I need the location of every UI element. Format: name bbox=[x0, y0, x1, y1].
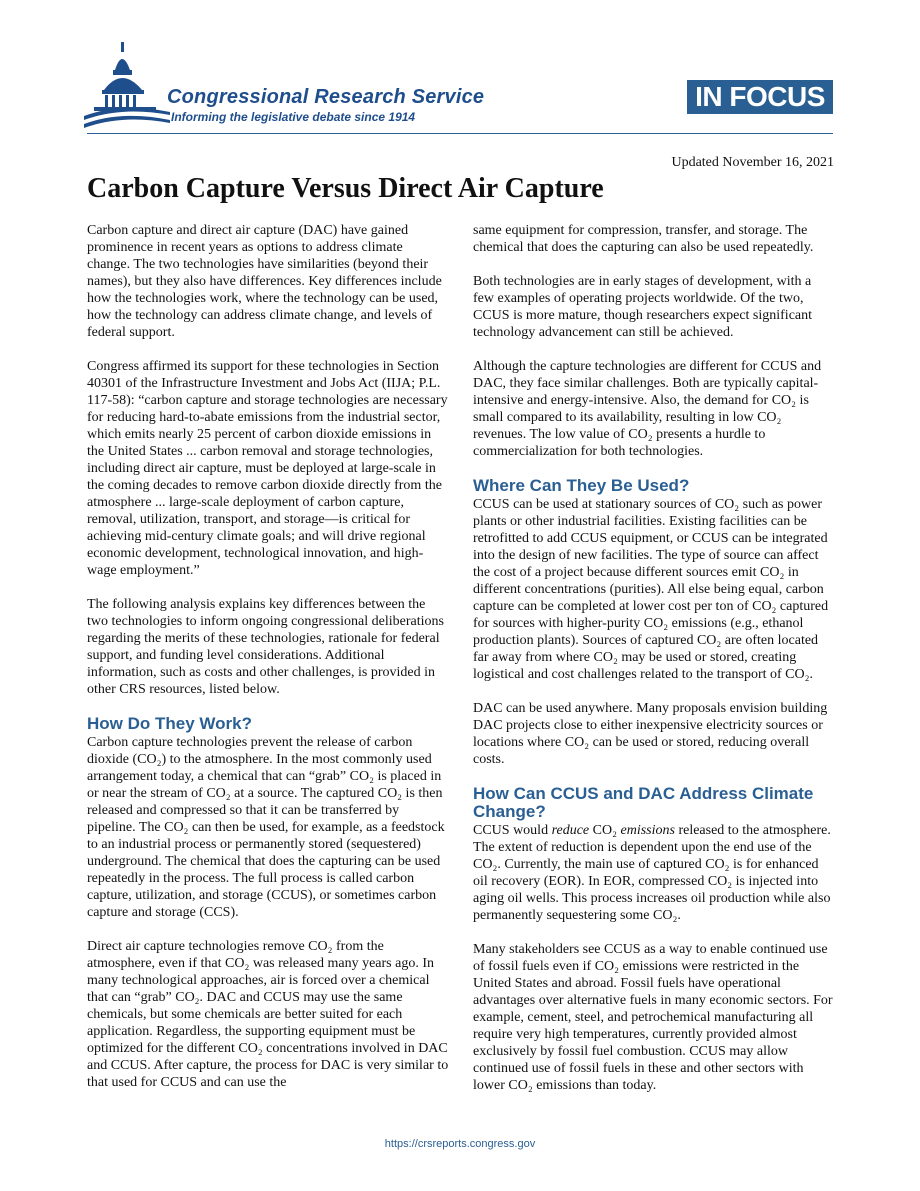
paragraph: Many stakeholders see CCUS as a way to enable continued use of fossil fuels even if CO₂ emissions were restricted in the United States and abroad. Fossil fuels have operational advantages over alternative fuels in many economic sectors. For example, cement, steel, and petrochemical manufacturing all require very high temperatures, currently provided almost exclusively by fossil fuel combustion. CCUS may allow continued use of fossil fuels in these and other sectors with lower CO₂ emissions than today. bbox=[473, 942, 833, 1093]
text-run: released to the atmosphere. The extent of reduction is dependent upon the end use of the CO₂. Currently, the main use of captured CO₂ is for enhanced oil recovery (EOR). In EOR, compressed CO₂ is injected into aging oil wells. This process increases oil production while also permanently sequestering some CO₂. bbox=[473, 823, 831, 923]
footer-url[interactable]: https://crsreports.congress.gov bbox=[384, 1138, 536, 1150]
text-run: CO₂ bbox=[589, 823, 621, 838]
paragraph: Carbon capture technologies prevent the release of carbon dioxide (CO₂) to the atmosphere. In the most commonly used arrangement today, a chemical that can “grab” CO₂ is placed in or near the stream of CO₂ at a source. The captured CO₂ is then released and compressed so that it can be transferred by pipeline. The CO₂ can then be used, for example, as a feedstock to an industrial process or permanently stored (sequestered) underground. The chemical that does the capturing can be used repeatedly in the process. The full process is called carbon capture, utilization, and storage (CCUS), or sometimes carbon capture and storage (CCS). bbox=[87, 735, 445, 920]
header bbox=[0, 0, 920, 140]
text-run: CCUS would bbox=[473, 823, 552, 838]
page-title: Carbon Capture Versus Direct Air Capture bbox=[87, 173, 604, 204]
section-heading: How Do They Work? bbox=[87, 714, 252, 733]
paragraph: Congress affirmed its support for these technologies in Section 40301 of the Infrastructure Investment and Jobs Act (IIJA; P.L. 117-58): “carbon capture and storage technologies are necessary for reducing hard-to-abate emissions from the industrial sector, which emits nearly 25 percent of carbon dioxide emissions in the United States ... carbon removal and storage technologies, including direct air capture, must be deployed at large-scale in the coming decades to remove carbon dioxide directly from the atmosphere ... large-scale deployment of carbon capture, removal, utilization, transport, and storage—is critical for achieving mid-century climate goals; and will drive regional economic development, technological innovation, and high-wage employment.” bbox=[87, 359, 448, 578]
right-column bbox=[473, 222, 835, 1111]
paragraph: same equipment for compression, transfer, and storage. The chemical that does the capturing can also be used repeatedly. bbox=[473, 223, 814, 255]
paragraph: The following analysis explains key differences between the two technologies to inform ongoing congressional deliberations regarding the merits of these technologies, rationale for federal support, and funding level considerations. Additional information, such as costs and other challenges, is provided in other CRS resources, listed below. bbox=[87, 597, 444, 697]
paragraph: Both technologies are in early stages of development, with a few examples of operating projects worldwide. Of the two, CCUS is more mature, though researchers expect significant technology advancement can still be achieved. bbox=[473, 274, 813, 340]
capitol-dome-logo-icon bbox=[82, 40, 174, 128]
org-tagline: Informing the legislative debate since 1914 bbox=[171, 110, 416, 124]
paragraph: DAC can be used anywhere. Many proposals envision building DAC projects close to either inexpensive electricity sources or locations where CO₂ can be used or stored, reducing overall costs. bbox=[473, 701, 828, 767]
paragraph: Direct air capture technologies remove CO₂ from the atmosphere, even if that CO₂ was released many years ago. In many technological approaches, air is forced over a chemical that can “grab” CO₂. DAC and CCUS may use the same chemicals, but some chemicals are better suited for each application. Regardless, the supporting equipment must be optimized for the different CO₂ concentrations involved in DAC and CCUS. After capture, the process for DAC is very similar to that used for CCUS and can use the bbox=[87, 939, 449, 1090]
left-column bbox=[87, 222, 449, 1108]
emphasis: reduce bbox=[551, 823, 590, 838]
org-name: Congressional Research Service bbox=[167, 86, 485, 108]
paragraph bbox=[473, 822, 835, 924]
in-focus-badge: IN FOCUS bbox=[687, 80, 833, 114]
updated-date: Updated November 16, 2021 bbox=[671, 155, 834, 170]
section-heading: How Can CCUS and DAC Address Climate Change? bbox=[473, 784, 814, 821]
paragraph: Although the capture technologies are different for CCUS and DAC, they face similar challenges. Both are typically capital-intensive and energy-intensive. Also, the demand for CO₂ is small compared to its availability, resulting in low CO₂ revenues. The low value of CO₂ presents a hurdle to commercialization for both technologies. bbox=[473, 359, 822, 459]
header-rule bbox=[87, 133, 833, 134]
paragraph: Carbon capture and direct air capture (DAC) have gained prominence in recent years as options to address climate change. The two technologies have similarities (beyond their names), but they also have differences. Key differences include how the technologies work, where the technology can be used, how the technology can address climate change, and levels of federal support. bbox=[87, 223, 442, 340]
section-heading: Where Can They Be Used? bbox=[473, 476, 690, 495]
paragraph: CCUS can be used at stationary sources of CO₂ such as power plants or other industrial facilities. Existing facilities can be retrofitted to add CCUS equipment, or CCUS can be integrated into the design of new facilities. The type of source can affect the cost of a project because different sources emit CO₂ in different concentrations (purities). All else being equal, carbon capture can be completed at lower cost per ton of CO₂ captured for sources with higher-purity CO₂ emissions (e.g., ethanol production plants). Sources of captured CO₂ are often located far away from where CO₂ may be used or stored, creating logistical and cost challenges related to the transport of CO₂. bbox=[473, 497, 829, 682]
emphasis: emissions bbox=[620, 823, 675, 838]
